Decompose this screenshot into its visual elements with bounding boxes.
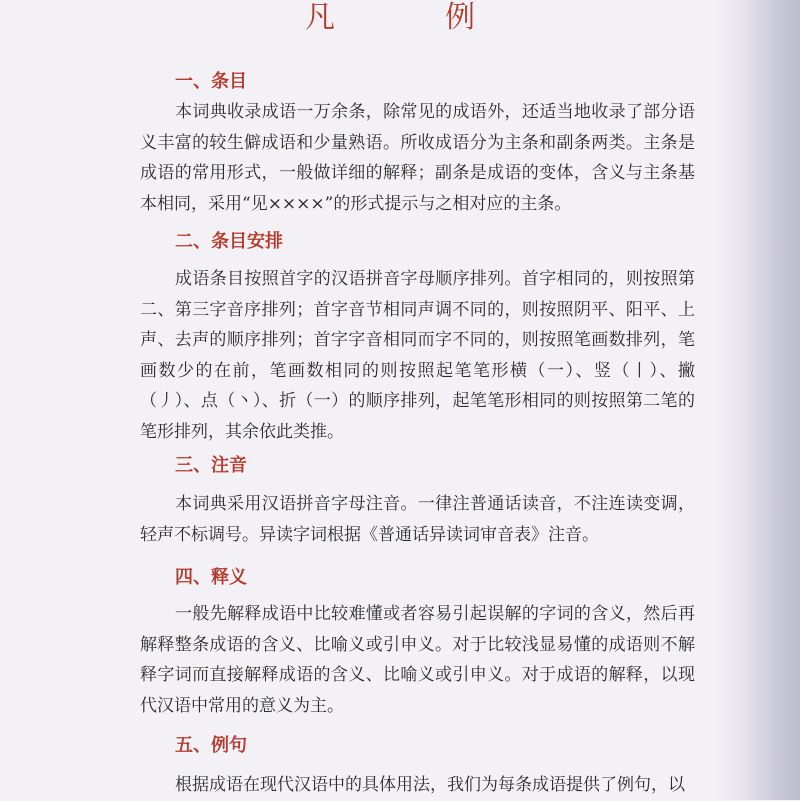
page-title: 凡 例	[305, 0, 515, 35]
section-heading-entries: 一、条目	[175, 71, 247, 92]
section-text-examples	[140, 770, 695, 801]
paragraph: 一般先解释成语中比较难懂或者容易引起误解的字词的含义，然后再解释整条成语的含义、比喻义或引申义。对于比较浅显易懂的成语则不解释字词而直接解释成语的含义、比喻义或引申义。对于成语的解释，以现代汉语中常用的意义为主。	[140, 604, 695, 716]
paragraph: 成语条目按照首字的汉语拼音字母顺序排列。首字相同的，则按照第二、第三字音序排列；首字音节相同声调不同的，则按照阴平、阳平、上声、去声的顺序排列；首字字音相同而字不同的，则按照笔画数排列，笔画数少的在前，笔画数相同的则按照起笔笔形横（一）、竖（丨）、撇（丿）、点（丶）、折（一）的顺序排列，起笔笔形相同的则按照第二笔的笔形排列，其余依此类推。	[140, 269, 695, 442]
section-heading-pronunciation: 三、注音	[175, 455, 247, 476]
paragraph: 根据成语在现代汉语中的具体用法，我们为每条成语提供了例句，以	[175, 775, 685, 795]
paragraph: 本词典收录成语一万余条，除常见的成语外，还适当地收录了部分语义丰富的较生僻成语和少量熟语。所收成语分为主条和副条两类。主条是成语的常用形式，一般做详细的解释；副条是成语的变体，含义与主条基本相同，采用“见××××”的形式提示与之相对应的主条。	[140, 102, 695, 214]
section-text-pronunciation	[140, 489, 695, 550]
section-text-entries	[140, 97, 695, 219]
section-heading-arrangement: 二、条目安排	[175, 231, 283, 252]
section-heading-definition: 四、释义	[175, 567, 247, 588]
page-edge-shadow	[714, 0, 800, 800]
section-text-definition	[140, 599, 695, 721]
section-text-arrangement	[140, 264, 695, 447]
paragraph: 本词典采用汉语拼音字母注音。一律注普通话读音，不注连读变调，轻声不标调号。异读字词根据《普通话异读词审音表》注音。	[140, 494, 695, 545]
section-heading-examples: 五、例句	[175, 735, 247, 756]
